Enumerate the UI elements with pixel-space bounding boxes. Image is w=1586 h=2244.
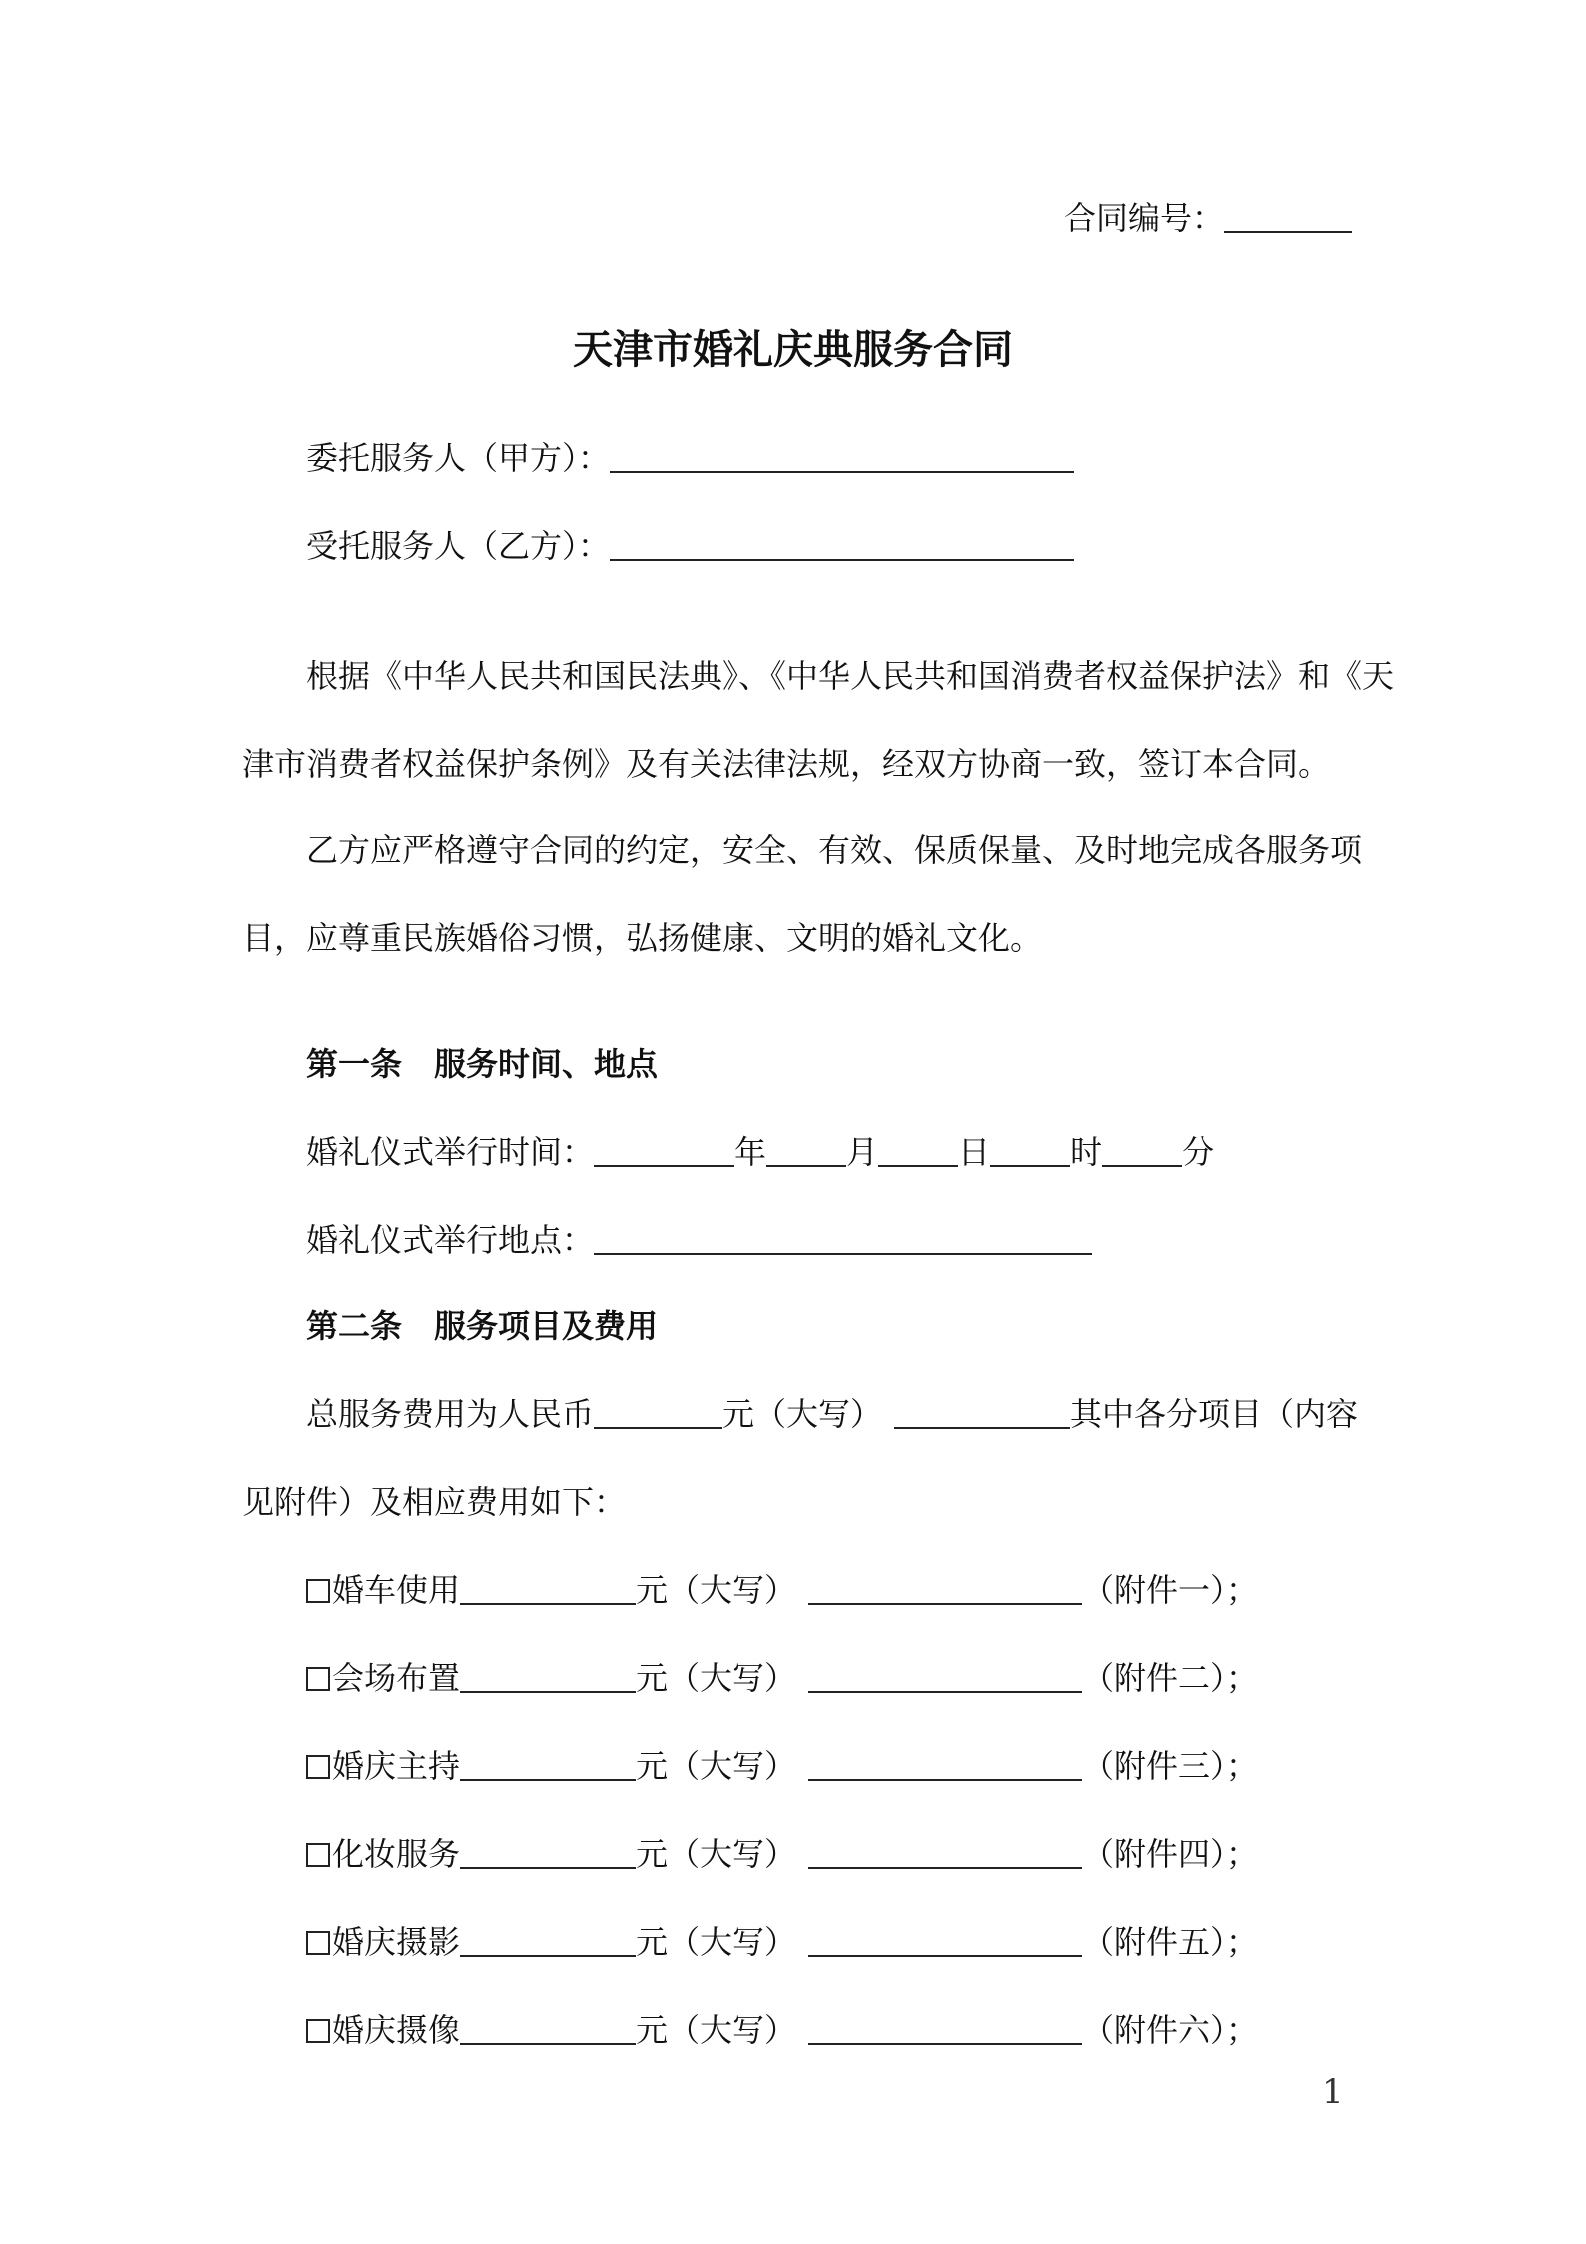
party-b-blank[interactable] — [610, 529, 1074, 561]
hour-label: 时 — [1070, 1133, 1103, 1171]
page-number: 1 — [1322, 2072, 1344, 2112]
ceremony-place-blank[interactable] — [594, 1223, 1092, 1255]
fee-annex-label: （附件六）； — [1082, 2011, 1259, 2049]
fee-yuan-label: 元（大写） — [636, 1923, 797, 1961]
day-blank[interactable] — [878, 1135, 958, 1167]
year-blank[interactable] — [594, 1135, 734, 1167]
month-label: 月 — [846, 1133, 879, 1171]
fee-item-row — [306, 1568, 1258, 1612]
fee-annex-label: （附件三）； — [1082, 1747, 1259, 1785]
fee-amount-blank[interactable] — [460, 1837, 636, 1869]
fee-item-name: 婚庆摄像 — [332, 2011, 461, 2049]
fee-item-name: 化妆服务 — [332, 1835, 461, 1873]
fee-amount-blank[interactable] — [460, 1661, 636, 1693]
fee-yuan-label: 元（大写） — [636, 1571, 797, 1609]
fee-annex-label: （附件二）； — [1082, 1659, 1259, 1697]
contract-number-label: 合同编号： — [1064, 199, 1225, 237]
party-b-label: 受托服务人（乙方）： — [306, 527, 611, 565]
fee-amount-blank[interactable] — [460, 1573, 636, 1605]
preamble-line-2: 津市消费者权益保护条例》及有关法律法规，经双方协商一致，签订本合同。 — [242, 745, 1331, 783]
fee-capital-blank[interactable] — [808, 2013, 1082, 2045]
fee-annex-label: （附件五）； — [1082, 1923, 1259, 1961]
fee-capital-blank[interactable] — [808, 1925, 1082, 1957]
ceremony-place-row — [306, 1218, 1092, 1262]
fee-annex-label: （附件一）； — [1082, 1571, 1259, 1609]
month-blank[interactable] — [766, 1135, 846, 1167]
contract-number-blank[interactable] — [1224, 201, 1352, 233]
party-a-blank[interactable] — [610, 441, 1074, 473]
fee-capital-blank[interactable] — [808, 1837, 1082, 1869]
total-fee-amount-blank[interactable] — [594, 1397, 722, 1429]
document-title: 天津市婚礼庆典服务合同 — [573, 327, 1013, 373]
day-label: 日 — [958, 1133, 991, 1171]
fee-annex-label: （附件四）； — [1082, 1835, 1259, 1873]
hour-blank[interactable] — [990, 1135, 1070, 1167]
fee-item-row — [306, 1656, 1258, 1700]
total-fee-row — [306, 1392, 1358, 1436]
total-fee-yuan: 元（大写） — [722, 1395, 883, 1433]
party-a-label: 委托服务人（甲方）： — [306, 439, 611, 477]
fee-item-row — [306, 1832, 1258, 1876]
fee-yuan-label: 元（大写） — [636, 1835, 797, 1873]
fee-item-row — [306, 2008, 1258, 2052]
party-b-row — [306, 524, 1074, 568]
preamble-line-1: 根据《中华人民共和国民法典》、《中华人民共和国消费者权益保护法》和《天 — [306, 657, 1395, 695]
total-fee-line-2: 见附件）及相应费用如下： — [242, 1483, 627, 1521]
fee-item-name: 婚庆摄影 — [332, 1923, 461, 1961]
checkbox-icon[interactable] — [306, 2019, 330, 2043]
ceremony-place-label: 婚礼仪式举行地点： — [306, 1221, 595, 1259]
checkbox-icon[interactable] — [306, 1931, 330, 1955]
fee-amount-blank[interactable] — [460, 1749, 636, 1781]
ceremony-time-row — [306, 1130, 1214, 1174]
checkbox-icon[interactable] — [306, 1667, 330, 1691]
fee-item-name: 婚庆主持 — [332, 1747, 461, 1785]
minute-blank[interactable] — [1102, 1135, 1182, 1167]
contract-number-row — [1064, 196, 1352, 240]
fee-item-row — [306, 1744, 1258, 1788]
year-label: 年 — [734, 1133, 767, 1171]
checkbox-icon[interactable] — [306, 1755, 330, 1779]
fee-amount-blank[interactable] — [460, 2013, 636, 2045]
party-a-row — [306, 436, 1074, 480]
total-fee-capital-blank[interactable] — [894, 1397, 1070, 1429]
fee-item-name: 会场布置 — [332, 1659, 461, 1697]
total-fee-prefix: 总服务费用为人民币 — [306, 1395, 595, 1433]
fee-yuan-label: 元（大写） — [636, 1659, 797, 1697]
article-1-heading: 第一条 服务时间、地点 — [306, 1045, 659, 1083]
preamble-line-3: 乙方应严格遵守合同的约定，安全、有效、保质保量、及时地完成各服务项 — [306, 831, 1363, 869]
total-fee-suffix: 其中各分项目（内容 — [1070, 1395, 1359, 1433]
fee-item-row — [306, 1920, 1258, 1964]
fee-item-name: 婚车使用 — [332, 1571, 461, 1609]
checkbox-icon[interactable] — [306, 1843, 330, 1867]
fee-yuan-label: 元（大写） — [636, 2011, 797, 2049]
minute-label: 分 — [1182, 1133, 1215, 1171]
fee-amount-blank[interactable] — [460, 1925, 636, 1957]
fee-yuan-label: 元（大写） — [636, 1747, 797, 1785]
fee-capital-blank[interactable] — [808, 1749, 1082, 1781]
fee-capital-blank[interactable] — [808, 1573, 1082, 1605]
article-2-heading: 第二条 服务项目及费用 — [306, 1307, 659, 1345]
checkbox-icon[interactable] — [306, 1579, 330, 1603]
preamble-line-4: 目，应尊重民族婚俗习惯，弘扬健康、文明的婚礼文化。 — [242, 919, 1043, 957]
fee-capital-blank[interactable] — [808, 1661, 1082, 1693]
ceremony-time-label: 婚礼仪式举行时间： — [306, 1133, 595, 1171]
